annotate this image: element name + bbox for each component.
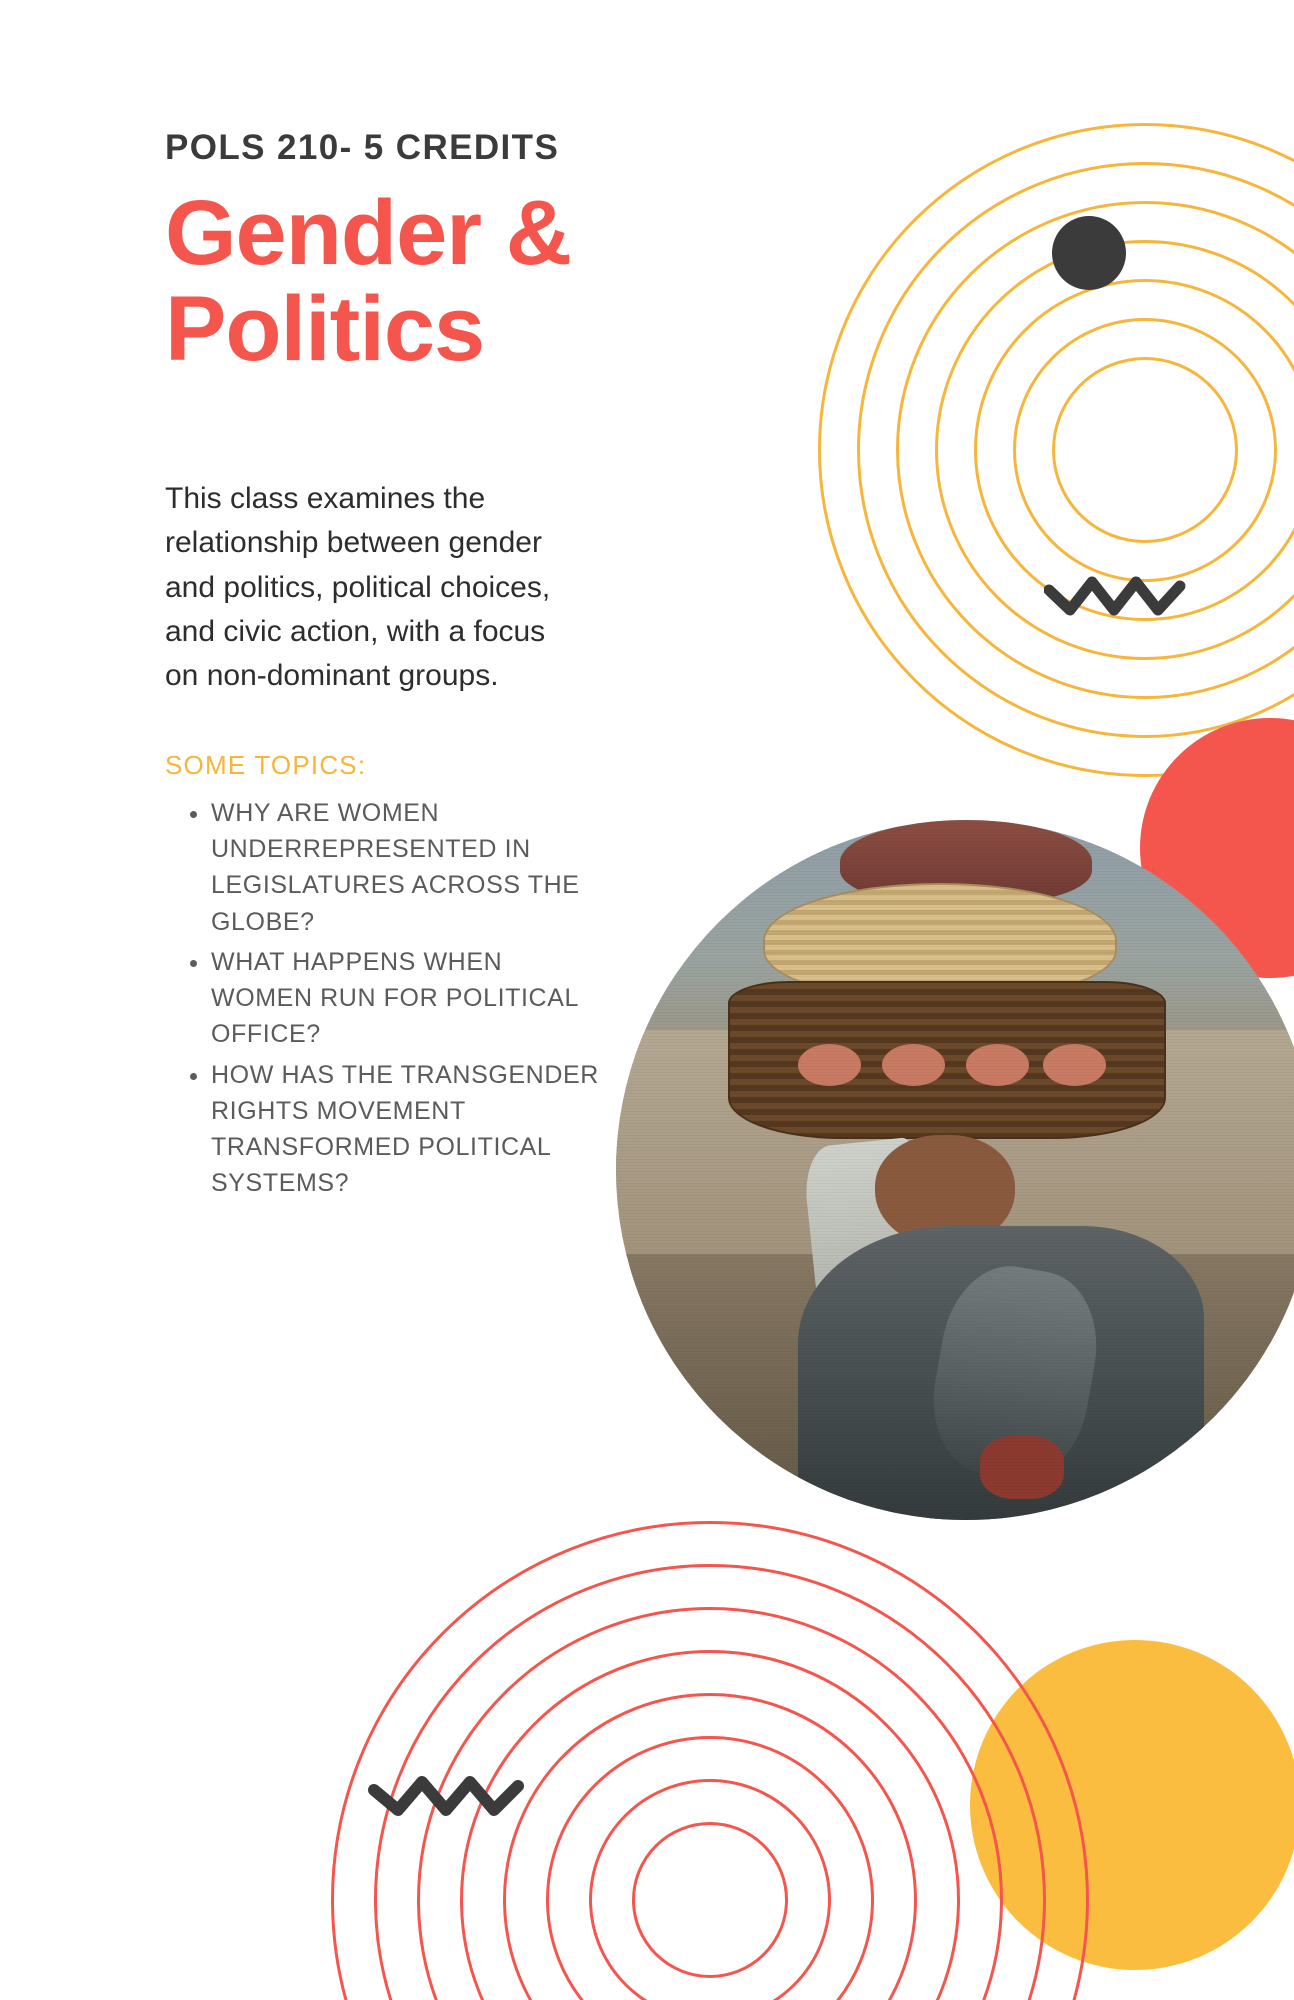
dark-circle-dot-icon	[1052, 216, 1126, 290]
course-code-label: POLS 210- 5 CREDITS	[165, 128, 560, 167]
course-description: This class examines the relationship between gender and politics, political choices, and civic action, with a focus on non-dominant groups.	[165, 482, 551, 692]
topics-heading: SOME TOPICS:	[165, 749, 367, 780]
poster-text-block	[165, 128, 695, 1206]
photo-content	[616, 820, 1294, 1520]
list-item: • HOW HAS THE TRANSGENDER RIGHTS MOVEMENT TRANSFORMED POLITICAL SYSTEMS?	[211, 1057, 611, 1202]
zigzag-squiggle-top-icon	[1044, 572, 1194, 618]
list-item: • WHAT HAPPENS WHEN WOMEN RUN FOR POLITICAL OFFICE?	[211, 944, 611, 1053]
concentric-rings-red-icon	[330, 1520, 1090, 2000]
zigzag-squiggle-bottom-icon	[368, 1770, 528, 1820]
list-item: • WHY ARE WOMEN UNDERREPRESENTED IN LEGISLATURES ACROSS THE GLOBE?	[211, 795, 611, 940]
yellow-blob-icon	[970, 1640, 1294, 1970]
photo-circle-woman-carrying-basket	[616, 820, 1294, 1520]
page-title: Gender & Politics	[165, 182, 572, 380]
topics-list	[165, 795, 695, 1202]
concentric-rings-orange-icon	[795, 100, 1294, 800]
